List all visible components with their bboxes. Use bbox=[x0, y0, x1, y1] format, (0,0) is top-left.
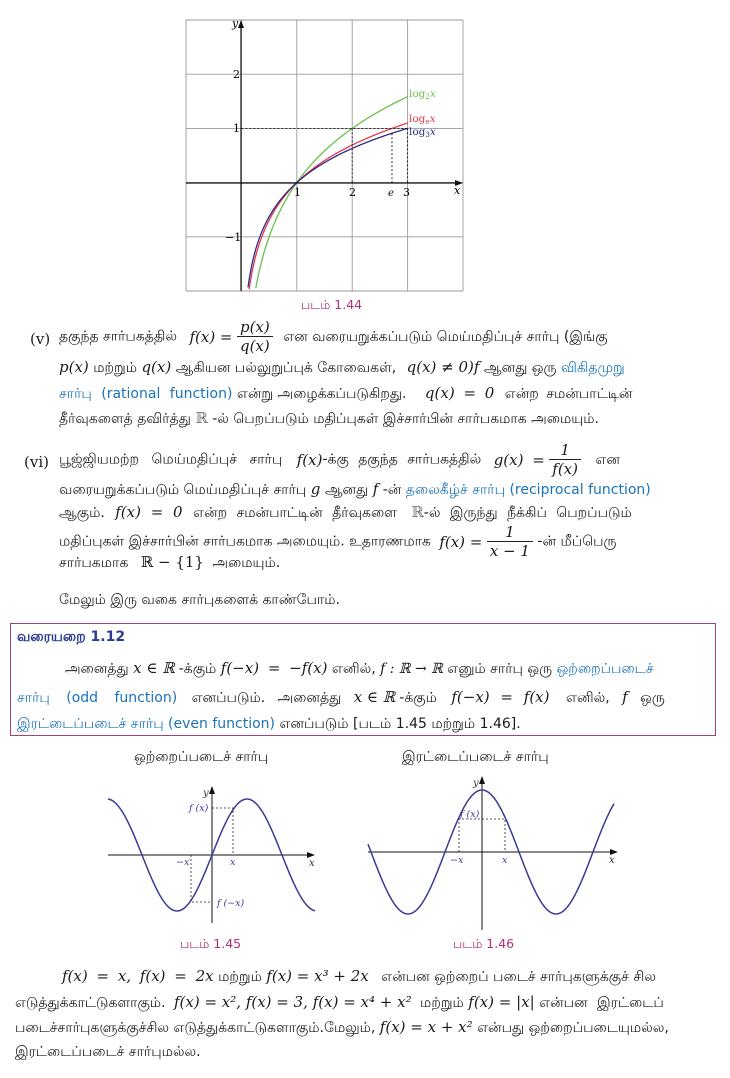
text: மற்றும் bbox=[93, 360, 137, 376]
reciprocal-function-term[interactable]: தலைகீழ்ச் சார்பு (reciprocal function) bbox=[405, 482, 651, 498]
text: -க்கும் bbox=[399, 690, 437, 706]
y-tick-2: 2 bbox=[233, 68, 240, 81]
math: f(x) = |x| bbox=[468, 993, 535, 1011]
text: ஆகும். bbox=[59, 505, 105, 521]
rational-function-term-cont[interactable]: சார்பு (rational function) bbox=[59, 386, 233, 402]
definition-box bbox=[10, 623, 716, 736]
text: என்பன ஒற்றைப் படைச் சார்புகளுக்குச் சில bbox=[381, 969, 656, 985]
odd-function-term[interactable]: ஒற்றைப்படைச் bbox=[556, 661, 654, 677]
math: f(x) = bbox=[439, 532, 483, 551]
definition-title: வரையறை 1.12 bbox=[17, 629, 126, 645]
math: x ∈ ℝ bbox=[133, 659, 175, 677]
text: அமையும். bbox=[212, 555, 281, 571]
para-vi-line-2 bbox=[59, 480, 651, 499]
figure-1-44-caption: படம் 1.44 bbox=[301, 297, 363, 312]
legend-logex: logex bbox=[409, 113, 436, 126]
y-label: y bbox=[473, 778, 479, 789]
text: -க்கும் bbox=[178, 661, 217, 677]
text: மற்றும் bbox=[420, 995, 464, 1011]
y-axis-arrow bbox=[479, 776, 485, 784]
text: எனப்படும். அனைத்து bbox=[191, 690, 342, 706]
math: f(x) = x, f(x) = 2x bbox=[62, 967, 214, 985]
text: -ன் bbox=[382, 482, 402, 498]
para-vi-line-1 bbox=[59, 441, 620, 478]
math: f bbox=[622, 688, 628, 706]
text: என்பன இரட்டைப் bbox=[539, 995, 664, 1011]
x-tick-3: 3 bbox=[403, 186, 410, 199]
item-number-v: (v) bbox=[30, 330, 51, 348]
denominator: f(x) bbox=[552, 460, 578, 478]
closing-line-3 bbox=[15, 1018, 669, 1037]
text: -ன் மீப்பெரு bbox=[537, 533, 617, 550]
fraction-p-over-q bbox=[237, 318, 273, 355]
curve-log3x bbox=[248, 128, 408, 287]
fx-label: f (x) bbox=[189, 803, 209, 814]
text: ஆனது bbox=[324, 482, 369, 498]
text: எனில், bbox=[331, 661, 376, 677]
curve-log2x bbox=[256, 97, 408, 288]
text: என்று அழைக்கப்படுகிறது. bbox=[236, 386, 407, 402]
text: அனைத்து bbox=[65, 661, 129, 677]
item-number-vi: (vi) bbox=[24, 453, 49, 471]
neg-x-mark: −x bbox=[450, 855, 464, 866]
intro-line: மேலும் இரு வகை சார்புகளைக் காண்போம். bbox=[59, 592, 340, 608]
text: ஒரு bbox=[640, 690, 665, 706]
closing-line-4: இரட்டைப்படைச் சார்புமல்ல. bbox=[15, 1044, 201, 1060]
fraction-1-over-fx bbox=[549, 441, 581, 478]
text: படைச்சார்புகளுக்குச்சில எடுத்துக்காட்டுகளாகும்.மேலும், bbox=[15, 1020, 376, 1036]
text: எடுத்துக்காட்டுகளாகும். bbox=[15, 995, 166, 1011]
math: f(−x) = −f(x) bbox=[220, 659, 328, 677]
text: சார்பகமாக bbox=[59, 555, 129, 571]
x-tick-e: e bbox=[388, 188, 394, 199]
math: f(x) = x + x² bbox=[379, 1018, 473, 1036]
denominator: x − 1 bbox=[489, 542, 530, 560]
definition-line-3 bbox=[17, 715, 521, 733]
para-v-line-2 bbox=[59, 358, 625, 377]
text: தகுந்த சார்பகத்தில் bbox=[59, 328, 177, 345]
denominator: q(x) bbox=[239, 337, 270, 355]
figure-1-45-caption: படம் 1.45 bbox=[180, 936, 242, 951]
text: ஆனது ஒரு bbox=[483, 360, 557, 376]
figure-1-46-even-graph bbox=[360, 772, 622, 932]
numerator: 1 bbox=[487, 523, 533, 542]
math: q(x) bbox=[141, 358, 172, 376]
text: என்ற சமன்பாட்டின் bbox=[504, 386, 633, 402]
math: f(−x) = f(x) bbox=[451, 688, 550, 706]
text: -ல் பெறப்படும் மதிப்புகள் இச்சார்பின் சார்பகமாக அமையும். bbox=[212, 411, 599, 427]
closing-line-2 bbox=[15, 993, 664, 1012]
math: g(x) = bbox=[493, 450, 545, 469]
text: என்பது ஒற்றைப்படையுமல்ல, bbox=[477, 1020, 669, 1036]
math: f(x) = 0 bbox=[115, 503, 183, 521]
text: என வரையறுக்கப்படும் மெய்மதிப்புச் சார்பு (இங்கு bbox=[283, 328, 608, 345]
math: f(x) = x², f(x) = 3, f(x) = x⁴ + x² bbox=[173, 993, 412, 1011]
math: f : ℝ → ℝ bbox=[380, 661, 443, 677]
fraction-1-over-x-minus-1 bbox=[487, 523, 533, 560]
math: f(x) = bbox=[189, 327, 233, 346]
numerator: p(x) bbox=[237, 318, 273, 337]
text: மற்றும் bbox=[218, 969, 262, 985]
even-function-heading: இரட்டைப்படைச் சார்பு bbox=[402, 749, 549, 765]
para-vi-line-3 bbox=[59, 503, 632, 522]
text: எனும் சார்பு ஒரு bbox=[447, 661, 553, 677]
math: x ∈ ℝ bbox=[353, 688, 396, 706]
y-axis-arrow bbox=[209, 786, 215, 794]
para-vi-line-5 bbox=[59, 553, 280, 572]
math: f(x) bbox=[296, 450, 323, 469]
odd-function-term-cont[interactable]: சார்பு (odd function) bbox=[17, 690, 178, 706]
closing-line-1 bbox=[62, 967, 656, 986]
log-curves bbox=[248, 97, 408, 290]
rational-function-term[interactable]: விகிதமுறு bbox=[560, 360, 625, 376]
x-tick-1: 1 bbox=[294, 186, 301, 199]
odd-function-heading: ஒற்றைப்படைச் சார்பு bbox=[134, 749, 269, 765]
text: ஆகியன பல்லுறுப்புக் கோவைகள், bbox=[175, 360, 397, 376]
numerator: 1 bbox=[549, 441, 581, 460]
figure-1-44-log-graph bbox=[180, 12, 480, 297]
reals-symbol: ℝ bbox=[411, 503, 424, 521]
reals-symbol: ℝ bbox=[195, 409, 208, 427]
even-function-term[interactable]: இரட்டைப்படைச் சார்பு (even function) bbox=[17, 716, 276, 732]
y-tick-neg1: −1 bbox=[225, 231, 242, 244]
y-axis-label: y bbox=[232, 17, 239, 30]
math: g bbox=[310, 480, 321, 498]
text: எனில், bbox=[565, 690, 610, 706]
para-v-line-4 bbox=[59, 409, 599, 428]
text: என்ற சமன்பாட்டின் தீர்வுகளை bbox=[193, 505, 397, 521]
math: p(x) bbox=[59, 358, 89, 376]
x-label: x bbox=[309, 858, 315, 869]
legend-log3x: log3x bbox=[409, 126, 436, 139]
neg-x-mark: −x bbox=[176, 857, 190, 868]
math: f bbox=[372, 480, 379, 498]
definition-line-2 bbox=[17, 688, 665, 707]
math: f bbox=[473, 358, 480, 376]
f-neg-x-label: f (−x) bbox=[217, 898, 245, 909]
x-mark: x bbox=[502, 855, 508, 866]
x-mark: x bbox=[230, 857, 236, 868]
fx-label: f (x) bbox=[460, 809, 480, 820]
definition-line-1 bbox=[65, 659, 654, 678]
legend-log2x: log2x bbox=[409, 88, 436, 101]
text: எனப்படும் [படம் 1.45 மற்றும் 1.46]. bbox=[279, 716, 521, 732]
math: q(x) ≠ 0) bbox=[406, 358, 474, 376]
y-label: y bbox=[203, 788, 209, 799]
text: -க்கு தகுந்த சார்பகத்தில் bbox=[322, 451, 482, 468]
x-tick-2: 2 bbox=[349, 186, 356, 199]
math: f(x) = x³ + 2x bbox=[266, 967, 369, 985]
figure-1-45-odd-graph bbox=[100, 775, 325, 930]
x-label: x bbox=[609, 855, 615, 866]
reals-minus-one: ℝ − {1} bbox=[140, 553, 204, 571]
axes bbox=[186, 20, 463, 291]
text: மதிப்புகள் இச்சார்பின் சார்பகமாக அமையும். உதாரணமாக bbox=[59, 533, 431, 550]
para-v-line-1 bbox=[59, 318, 608, 355]
math: q(x) = 0 bbox=[424, 384, 495, 402]
figure-1-46-caption: படம் 1.46 bbox=[453, 936, 515, 951]
x-axis-label: x bbox=[454, 184, 461, 197]
para-v-line-3 bbox=[59, 384, 632, 403]
grid bbox=[186, 20, 463, 291]
text: வரையறுக்கப்படும் மெய்மதிப்புச் சார்பு bbox=[59, 482, 307, 498]
text: என bbox=[595, 451, 620, 468]
text: தீர்வுகளைத் தவிர்த்து bbox=[59, 411, 191, 427]
text: -ல் இருந்து நீக்கிப் பெறப்படும் bbox=[423, 505, 632, 521]
y-tick-1: 1 bbox=[233, 122, 240, 135]
text: பூஜ்ஜியமற்ற மெய்மதிப்புச் சார்பு bbox=[59, 451, 283, 468]
